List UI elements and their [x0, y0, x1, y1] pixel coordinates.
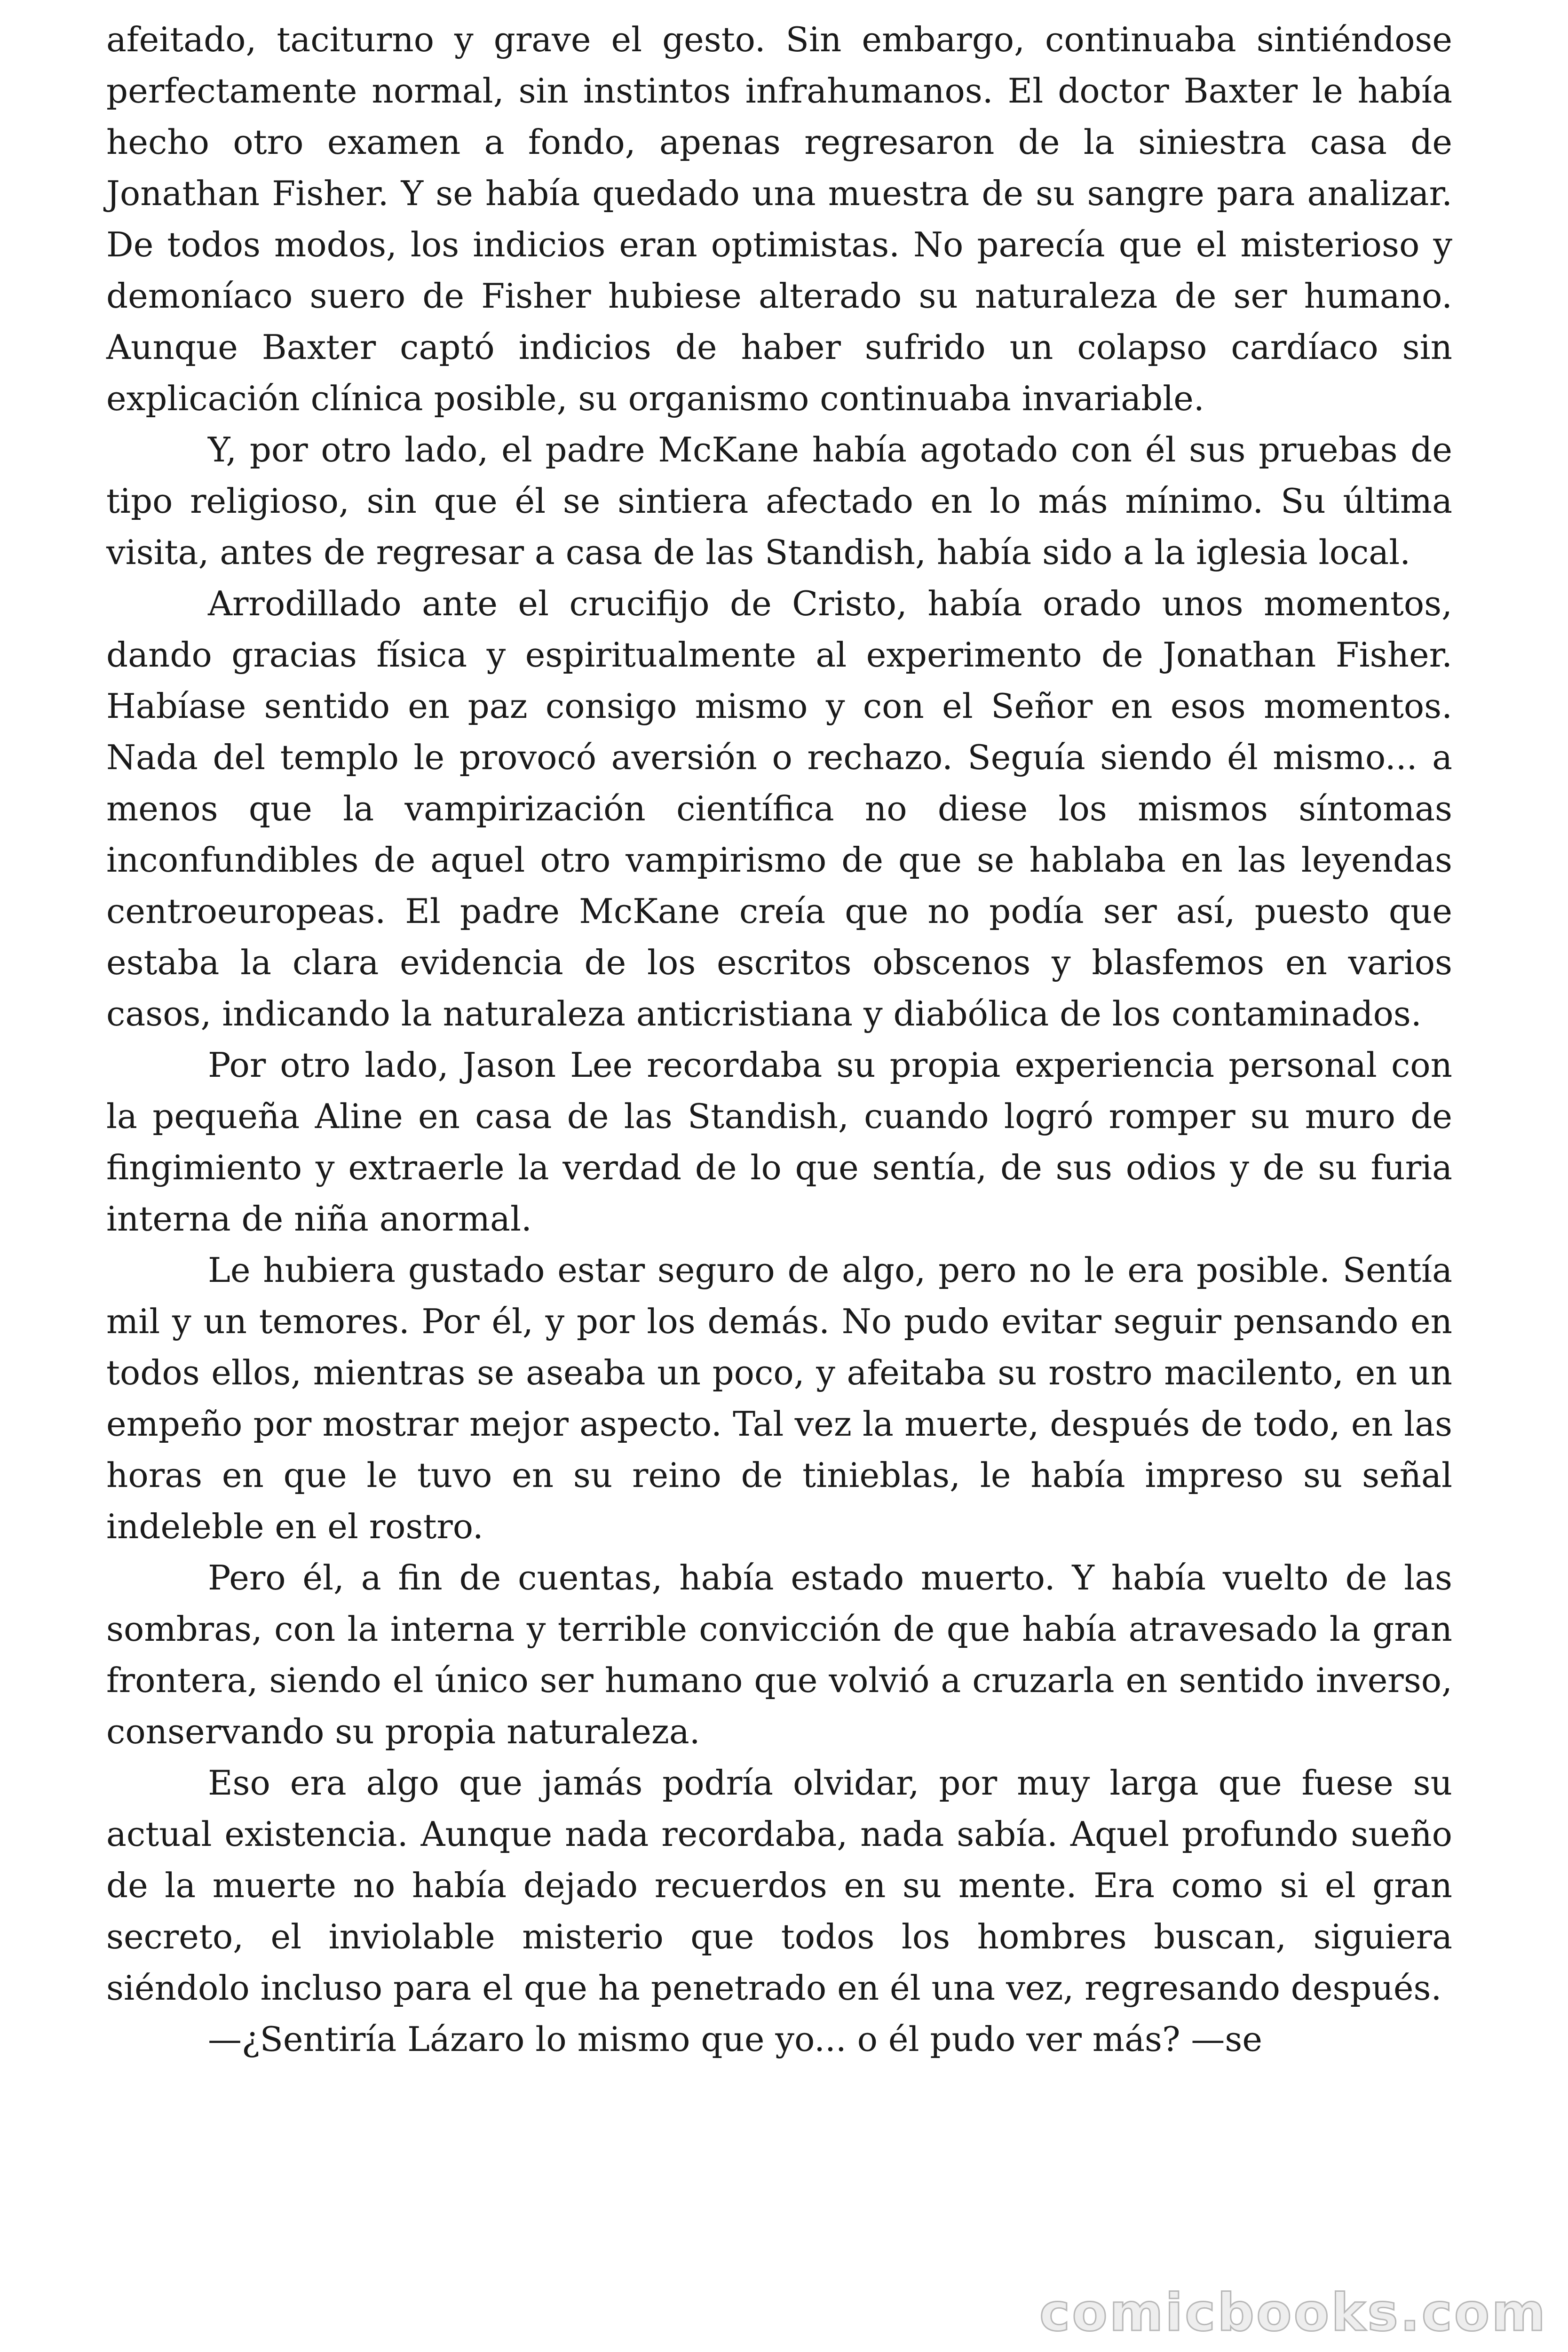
watermark-logo: comicbooks.com — [1039, 2282, 1547, 2343]
paragraph-6: Pero él, a fin de cuentas, había estado muerto. Y había vuelto de las sombras, con la interna y terrible convicción de que había atravesado la gran frontera, siendo el único ser humano que volvió a cruzarla en sentido inverso, conservando su propia naturaleza. — [106, 1558, 1452, 1751]
paragraph-4: Por otro lado, Jason Lee recordaba su propia experiencia personal con la pequeña Aline en casa de las Standish, cuando logró romper su muro de fingimiento y extraerle la verdad de lo que sentía, de sus odios y de su furia interna de niña anormal. — [106, 1045, 1452, 1239]
paragraph-2: Y, por otro lado, el padre McKane había agotado con él sus pruebas de tipo religioso, sin que él se sintiera afectado en lo más mínimo. Su última visita, antes de regresar a casa de las Standish, había sido a la iglesia local. — [106, 430, 1452, 572]
book-page-text — [106, 14, 1452, 2065]
paragraph-5: Le hubiera gustado estar seguro de algo, pero no le era posible. Sentía mil y un temores. Por él, y por los demás. No pudo evitar seguir pensando en todos ellos, mientras se aseaba un poco, y afeitaba su rostro macilento, en un empeño por mostrar mejor aspecto. Tal vez la muerte, después de todo, en las horas en que le tuvo en su reino de tinieblas, le había impreso su señal indeleble en el rostro. — [106, 1250, 1452, 1546]
paragraph-3: Arrodillado ante el crucifijo de Cristo, había orado unos momentos, dando gracias física y espiritualmente al experimento de Jonathan Fisher. Habíase sentido en paz consigo mismo y con el Señor en esos momentos. Nada del templo le provocó aversión o rechazo. Seguía siendo él mismo... a menos que la vampirización científica no diese los mismos síntomas inconfundibles de aquel otro vampirismo de que se hablaba en las leyendas centroeuropeas. El padre McKane creía que no podía ser así, puesto que estaba la clara evidencia de los escritos obscenos y blasfemos en varios casos, indicando la naturaleza anticristiana y diabólica de los contaminados. — [106, 584, 1452, 1033]
paragraph-8: —¿Sentiría Lázaro lo mismo que yo... o él pudo ver más? —se — [208, 2019, 1262, 2059]
paragraph-7: Eso era algo que jamás podría olvidar, por muy larga que fuese su actual existencia. Aunque nada recordaba, nada sabía. Aquel profundo sueño de la muerte no había dejado recuerdos en su mente. Era como si el gran secreto, el inviolable misterio que todos los hombres buscan, siguiera siéndolo incluso para el que ha penetrado en él una vez, regresando después. — [106, 1763, 1452, 2008]
paragraph-1: afeitado, taciturno y grave el gesto. Sin embargo, continuaba sintiéndose perfectamente normal, sin instintos infrahumanos. El doctor Baxter le había hecho otro examen a fondo, apenas regresaron de la siniestra casa de Jonathan Fisher. Y se había quedado una muestra de su sangre para analizar. De todos modos, los indicios eran optimistas. No parecía que el misterioso y demoníaco suero de Fisher hubiese alterado su naturaleza de ser humano. Aunque Baxter captó indicios de haber sufrido un colapso cardíaco sin explicación clínica posible, su organismo continuaba invariable. — [106, 20, 1452, 418]
